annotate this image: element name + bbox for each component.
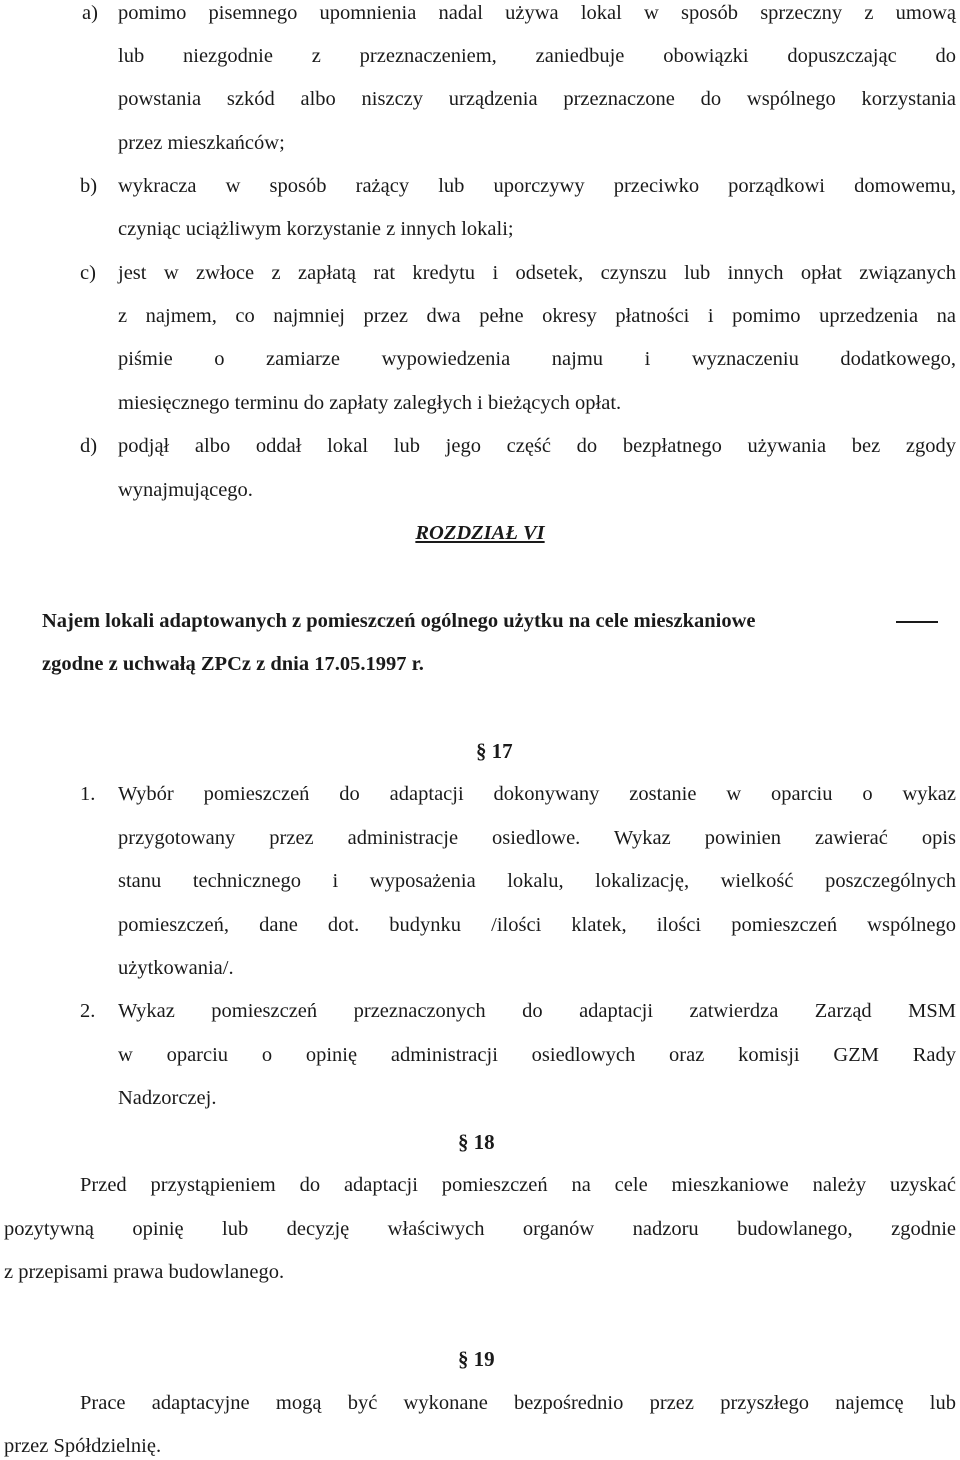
section-19-heading [458, 1347, 495, 1372]
text-line: użytkowania/. [118, 957, 234, 979]
text-line: pozytywną opinię lub decyzję właściwych organów nadzoru budowlanego, zgodnie [4, 1218, 956, 1240]
text-line: miesięcznego terminu do zapłaty zaległych i bieżących opłat. [118, 392, 622, 414]
section-sign: § [476, 739, 487, 763]
text-line: Wykaz pomieszczeń przeznaczonych do adaptacji zatwierdza Zarząd MSM [118, 1000, 956, 1022]
text-line: przygotowany przez administracje osiedlowe. Wykaz powinien zawierać opis [118, 827, 956, 849]
section-18-heading [458, 1130, 495, 1155]
list-marker: 2. [80, 1000, 96, 1022]
text-line: pomimo pisemnego upomnienia nadal używa lokal w sposób sprzeczny z umową [118, 2, 956, 24]
chapter-subtitle-line-1: Najem lokali adaptowanych z pomieszczeń ogólnego użytku na cele mieszkaniowe [42, 610, 756, 632]
section-number: 17 [491, 739, 513, 763]
text-line: przez Spółdzielnię. [4, 1435, 162, 1457]
list-marker: 1. [80, 783, 96, 805]
chapter-subtitle-line-2: zgodne z uchwałą ZPCz z dnia 17.05.1997 r. [42, 653, 424, 675]
section-number: 18 [473, 1130, 495, 1154]
section-sign: § [458, 1130, 469, 1154]
text-line: Przed przystąpieniem do adaptacji pomieszczeń na cele mieszkaniowe należy uzyskać [80, 1174, 956, 1196]
text-line: z najmem, co najmniej przez dwa pełne okresy płatności i pomimo uprzedzenia na [118, 305, 956, 327]
text-line: pomieszczeń, dane dot. budynku /ilości klatek, ilości pomieszczeń wspólnego [118, 914, 956, 936]
list-marker: d) [80, 435, 98, 457]
text-line: piśmie o zamiarze wypowiedzenia najmu i wyznaczeniu dodatkowego, [118, 348, 956, 370]
text-line: Prace adaptacyjne mogą być wykonane bezpośrednio przez przyszłego najemcę lub [80, 1392, 956, 1414]
text-line: powstania szkód albo niszczy urządzenia przeznaczone do wspólnego korzystania [118, 88, 956, 110]
text-line: przez mieszkańców; [118, 132, 285, 154]
section-17-heading [476, 739, 513, 764]
em-dash [896, 621, 938, 623]
text-line: Wybór pomieszczeń do adaptacji dokonywany zostanie w oparciu o wykaz [118, 783, 956, 805]
list-marker: a) [82, 2, 98, 24]
text-line: w oparciu o opinię administracji osiedlowych oraz komisji GZM Rady [118, 1044, 956, 1066]
text-line: podjął albo oddał lokal lub jego część do bezpłatnego używania bez zgody [118, 435, 956, 457]
text-line: wynajmującego. [118, 479, 253, 501]
text-line: z przepisami prawa budowlanego. [4, 1261, 285, 1283]
section-number: 19 [473, 1347, 495, 1371]
text-line: Nadzorczej. [118, 1087, 217, 1109]
list-marker: c) [80, 262, 96, 284]
chapter-title: ROZDZIAŁ VI [415, 522, 545, 544]
text-line: wykracza w sposób rażący lub uporczywy przeciwko porządkowi domowemu, [118, 175, 956, 197]
text-line: jest w zwłoce z zapłatą rat kredytu i odsetek, czynszu lub innych opłat związanych [118, 262, 956, 284]
list-marker: b) [80, 175, 98, 197]
text-line: stanu technicznego i wyposażenia lokalu, lokalizację, wielkość poszczególnych [118, 870, 956, 892]
text-line: czyniąc uciążliwym korzystanie z innych lokali; [118, 218, 514, 240]
section-sign: § [458, 1347, 469, 1371]
text-line: lub niezgodnie z przeznaczeniem, zaniedbuje obowiązki dopuszczając do [118, 45, 956, 67]
